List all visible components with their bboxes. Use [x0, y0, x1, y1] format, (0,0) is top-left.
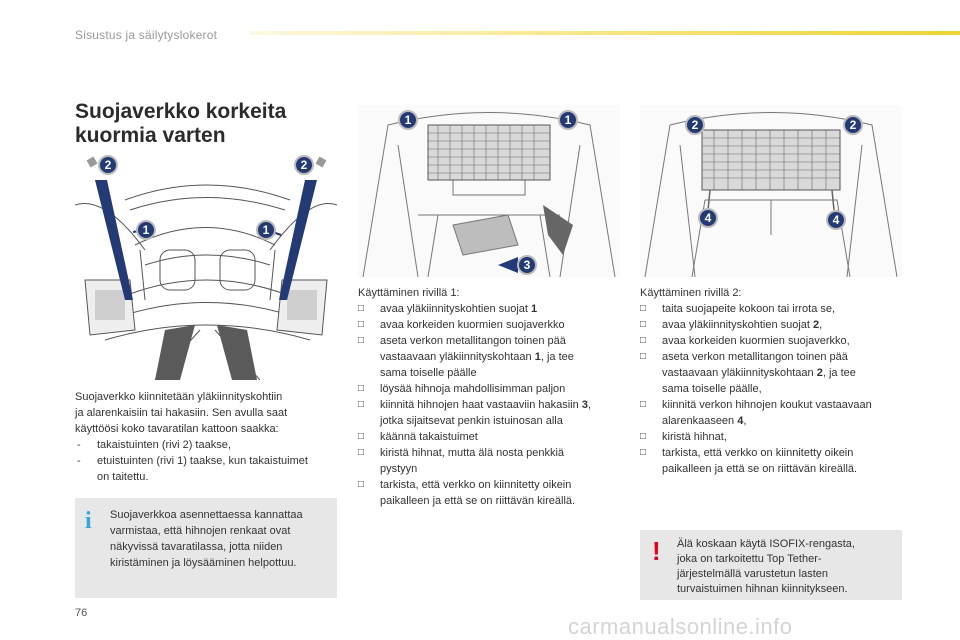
row-1-instructions: [358, 285, 628, 509]
warning-note-box: [640, 530, 902, 600]
step-item: □ aseta verkon metallitangon toinen pää vastaavaan yläkiinnityskohtaan 1, ja tee sama toiselle päälle: [358, 333, 628, 381]
step-item: □ kiristä hihnat, mutta älä nosta penkkiä pystyyn: [358, 445, 628, 477]
info-line: näkyvissä tavaratilassa, jotta niiden: [110, 541, 283, 553]
list-item-text: on taitettu.: [97, 471, 149, 483]
callout-label: 2: [300, 158, 308, 172]
row-1-heading: Käyttäminen rivillä 1:: [358, 287, 460, 299]
callout-label: 4: [832, 213, 840, 227]
figure-trunk-row-2: [640, 105, 902, 277]
callout-label: 2: [849, 118, 857, 132]
list-item: [75, 437, 340, 453]
warning-line: turvaistuimen hihnan kiinnitykseen.: [677, 583, 848, 595]
warning-line: Älä koskaan käytä ISOFIX-rengasta,: [677, 538, 855, 550]
intro-line: käyttöösi koko tavaratilan kattoon saakka:: [75, 423, 279, 435]
callout-label: 1: [142, 223, 150, 237]
callout-label: 1: [564, 113, 572, 127]
position-list: [75, 437, 340, 485]
step-item: □ aseta verkon metallitangon toinen pää vastaavaan yläkiinnityskohtaan 2, ja tee sama toiselle päälle,: [640, 349, 910, 397]
info-line: kiristäminen ja löysääminen helpottuu.: [110, 557, 297, 569]
list-item: [75, 453, 340, 485]
warning-note-text: [677, 537, 855, 597]
list-item-text: takaistuinten (rivi 2) taakse,: [97, 439, 231, 451]
callout-label: 2: [691, 118, 699, 132]
info-icon: i: [85, 508, 92, 534]
watermark: carmanualsonline.info: [568, 614, 793, 639]
left-description: [75, 389, 340, 485]
step-item: □ taita suojapeite kokoon tai irrota se,: [640, 301, 910, 317]
step-item: □ kiinnitä hihnojen haat vastaaviin hakasiin 3, jotka sijaitsevat penkin istuinosan alla: [358, 397, 628, 429]
step-item: □ avaa yläkiinnityskohtien suojat 2,: [640, 317, 910, 333]
header-accent-bar: [250, 31, 960, 35]
info-line: varmistaa, että hihnojen renkaat ovat: [110, 525, 291, 537]
row-2-steps: [640, 301, 910, 477]
callout-label: 1: [404, 113, 412, 127]
row-2-heading: Käyttäminen rivillä 2:: [640, 287, 742, 299]
step-item: □ avaa korkeiden kuormien suojaverkko: [358, 317, 628, 333]
section-header: Sisustus ja säilytyslokerot: [75, 28, 218, 42]
info-note-box: [75, 498, 337, 598]
step-item: □ tarkista, että verkko on kiinnitetty oikein paikalleen ja että se on riittävän kireällä.: [358, 477, 628, 509]
step-item: □ tarkista, että verkko on kiinnitetty oikein paikalleen ja että se on riittävän kireällä.: [640, 445, 910, 477]
step-item: □ kiristä hihnat,: [640, 429, 910, 445]
figure-interior-view: [75, 150, 337, 380]
callout-label: 1: [262, 223, 270, 237]
list-item-text: etuistuinten (rivi 1) taakse, kun takaistuimet: [97, 455, 308, 467]
intro-line: Suojaverkko kiinnitetään yläkiinnityskohtiin: [75, 391, 283, 403]
row-2-instructions: [640, 285, 910, 477]
figure-trunk-row-1: [358, 105, 620, 277]
step-item: □ avaa yläkiinnityskohtien suojat 1: [358, 301, 628, 317]
warning-line: järjestelmällä varustetun lasten: [677, 568, 829, 580]
callout-label: 3: [523, 258, 531, 272]
warning-line: joka on tarkoitettu Top Tether-: [677, 553, 822, 565]
intro-line: ja alarenkaisiin tai hakasiin. Sen avulla saat: [75, 407, 288, 419]
page-number: 76: [75, 607, 88, 619]
step-item: □ käännä takaistuimet: [358, 429, 628, 445]
figure-trunk-row-2-drawing: [640, 105, 902, 277]
warning-icon: !: [652, 536, 661, 566]
info-line: Suojaverkkoa asennettaessa kannattaa: [110, 509, 303, 521]
page-title: [75, 100, 286, 148]
callout-label: 2: [104, 158, 112, 172]
step-item: □ avaa korkeiden kuormien suojaverkko,: [640, 333, 910, 349]
figure-trunk-row-1-drawing: [358, 105, 620, 277]
title-line-2: kuormia varten: [75, 124, 226, 147]
row-1-steps: [358, 301, 628, 509]
step-item: □ löysää hihnoja mahdollisimman paljon: [358, 381, 628, 397]
callout-label: 4: [704, 211, 712, 225]
figure-interior-drawing: [75, 150, 337, 380]
title-line-1: Suojaverkko korkeita: [75, 100, 287, 123]
step-item: □ kiinnitä verkon hihnojen koukut vastaavaan alarenkaaseen 4,: [640, 397, 910, 429]
info-note-text: [110, 507, 303, 571]
